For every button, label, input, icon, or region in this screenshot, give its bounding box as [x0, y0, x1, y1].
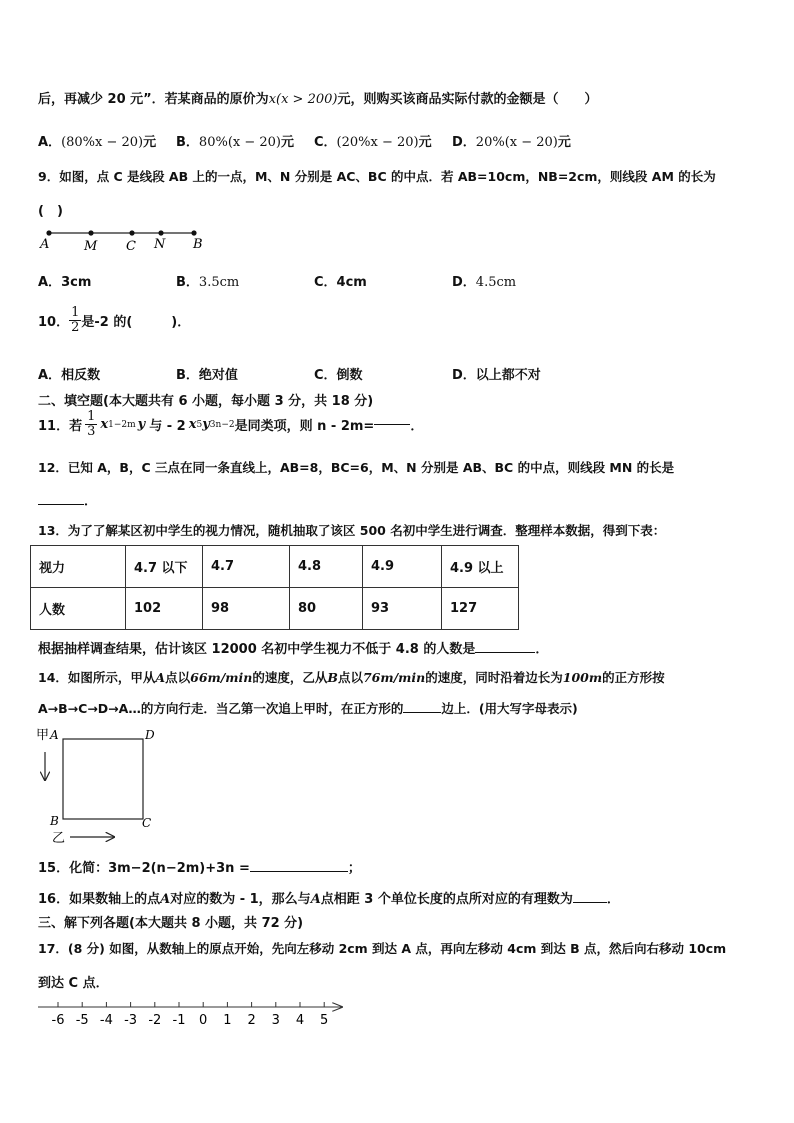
corner-label-a: A [50, 728, 59, 742]
q14-text: 点以 [165, 670, 191, 685]
q8-option-a[interactable] [38, 131, 156, 150]
corner-label-d: D [145, 728, 155, 742]
option-label: D． [452, 275, 476, 290]
option-label: C． [314, 275, 337, 290]
q14-square-figure [34, 724, 164, 846]
option-value: 4cm [336, 275, 367, 290]
point-b-dot [191, 230, 196, 235]
label-jia: 甲 [36, 728, 50, 743]
q14-point-b: B [327, 670, 338, 685]
q16-text: 16．如果数轴上的点 [38, 892, 161, 907]
q11-term2-yexp: 3n−2 [209, 419, 235, 430]
point-n-dot [158, 230, 163, 235]
q10-option-b[interactable] [176, 364, 238, 383]
q11-term2-exp: 5 [196, 419, 203, 430]
q9-stem: 9．如图，点 C 是线段 AB 上的一点，M、N 分别是 AC、BC 的中点．若 AB=10cm，NB=2cm，则线段 AM 的长为 [38, 169, 716, 184]
q9-segment-figure [36, 226, 216, 254]
point-label-m: M [84, 239, 98, 254]
table-cell: 4.7 [203, 546, 290, 588]
number-line-tick-label: 5 [320, 1013, 329, 1028]
q14-answer-blank[interactable] [403, 712, 441, 713]
table-row [31, 588, 519, 630]
option-value: 4.5cm [475, 275, 517, 290]
q13-end: ． [535, 642, 549, 657]
option-math: (20%x − 20) [336, 135, 419, 150]
option-label: C． [314, 135, 337, 150]
q16-text: 对应的数为 - 1，那么与 [170, 892, 311, 907]
q11-fraction [85, 410, 97, 439]
q8-stem-tail [38, 88, 597, 107]
q16-end: ． [606, 892, 620, 907]
q14-text: 的速度，同时沿着边长为 [425, 670, 563, 685]
q11-end: ． [410, 419, 424, 434]
q14-text: 14．如图所示，甲从 [38, 670, 156, 685]
q13-stem: 13．为了了解某区初中学生的视力情况，随机抽取了该区 500 名初中学生进行调查．整理样本数据，得到下表： [38, 523, 666, 538]
table-cell: 人数 [31, 588, 126, 630]
q12-answer-blank[interactable] [38, 504, 84, 505]
number-line-tick-label: 3 [271, 1013, 280, 1028]
option-math: (80%x − 20) [61, 135, 144, 150]
q13-answer-blank[interactable] [475, 652, 535, 653]
option-unit: 元 [557, 135, 571, 150]
q11-term2-y: y [202, 417, 210, 432]
point-c-dot [129, 230, 134, 235]
q11-term2-base: x [188, 417, 197, 432]
option-label: B． [176, 275, 199, 290]
option-unit: 元 [143, 135, 157, 150]
q16-text: 点相距 3 个单位长度的点所对应的有理数为 [320, 892, 573, 907]
q9-option-a[interactable] [38, 271, 91, 290]
fraction-numerator: 1 [87, 409, 96, 424]
option-label: A． [38, 275, 62, 290]
option-label: C． [314, 368, 337, 383]
q14-text: 边上．(用大写字母表示) [441, 701, 578, 716]
q10-option-d[interactable] [452, 364, 541, 383]
q9-paren: ( ) [38, 204, 63, 219]
q17-stem-line1: 17．(8 分) 如图，从数轴上的原点开始，先向左移动 2cm 到达 A 点，再向左移动 4cm 到达 B 点，然后向右移动 10cm [38, 941, 727, 956]
option-value: 3.5cm [198, 275, 240, 290]
q14-side-length: 100m [562, 670, 603, 685]
q14-text: 的正方形按 [602, 670, 665, 685]
table-cell: 102 [126, 588, 203, 630]
q14-stem-line2 [38, 699, 578, 717]
point-m-dot [88, 230, 93, 235]
number-line-tick-label: 4 [295, 1013, 305, 1028]
q8-option-d[interactable] [452, 131, 571, 150]
number-line-tick-label: 1 [223, 1013, 232, 1028]
number-line-ticks [52, 1002, 329, 1028]
corner-label-b: B [50, 814, 59, 828]
section-2-heading: 二、填空题(本大题共有 6 小题，每小题 3 分，共 18 分) [38, 394, 374, 409]
q9-option-b[interactable] [176, 271, 239, 290]
q10-option-a[interactable] [38, 364, 100, 383]
q14-speed-2: 76m/min [362, 670, 426, 685]
number-line-tick-label: -1 [172, 1013, 186, 1028]
point-label-n: N [154, 237, 166, 252]
table-cell: 98 [203, 588, 290, 630]
number-line-tick-label: 0 [199, 1013, 208, 1028]
fraction-denominator: 3 [87, 424, 96, 439]
option-value: 以上都不对 [475, 368, 541, 383]
point-label-b: B [193, 237, 203, 252]
option-label: B． [176, 135, 199, 150]
table-cell: 4.8 [290, 546, 363, 588]
number-line-tick-label: 2 [247, 1013, 256, 1028]
point-label-a: A [40, 237, 50, 252]
option-value: 相反数 [61, 368, 101, 383]
q11-stem [38, 410, 423, 439]
label-yi: 乙 [52, 831, 66, 846]
table-cell: 4.9 [363, 546, 442, 588]
q9-option-d[interactable] [452, 271, 516, 290]
option-label: B． [176, 368, 199, 383]
q10-fraction [69, 306, 81, 335]
table-cell: 4.7 以下 [126, 546, 203, 588]
number-line-tick-label: -3 [124, 1013, 138, 1028]
q11-mid: 与 - 2 [149, 419, 186, 434]
q11-term1-base: x [100, 417, 109, 432]
fraction-numerator: 1 [71, 305, 80, 320]
q14-text: 的速度，乙从 [252, 670, 328, 685]
q11-term1-exp: 1−2m [108, 419, 136, 430]
q13-question-text: 根据抽样调查结果，估计该区 12000 名初中学生视力不低于 4.8 的人数是 [38, 642, 476, 657]
q11-term1-y: y [137, 417, 146, 432]
q16-stem [38, 888, 620, 907]
q12-answer-line [38, 490, 97, 509]
option-value: 倒数 [336, 368, 363, 383]
square [63, 739, 143, 819]
option-label: D． [452, 135, 476, 150]
q14-stem-line1 [38, 668, 665, 686]
option-label: A． [38, 135, 62, 150]
option-label: D． [452, 368, 476, 383]
q8-option-c[interactable] [314, 131, 432, 150]
q11-pre: 11．若 [38, 419, 83, 434]
q12-end: ． [84, 494, 98, 509]
q12-stem: 12．已知 A，B，C 三点在同一条直线上，AB=8，BC=6，M、N 分别是 AB、BC 的中点，则线段 MN 的长是 [38, 460, 675, 475]
q8-stem-post: 元，则购买该商品实际付款的金额是（ ） [337, 92, 598, 107]
q9-option-c[interactable] [314, 271, 367, 290]
q13-table [30, 545, 519, 630]
q15-stem [38, 857, 361, 876]
q16-answer-blank[interactable] [573, 902, 607, 903]
q11-answer-blank[interactable] [374, 424, 410, 425]
q8-option-b[interactable] [176, 131, 294, 150]
q14-text: 点以 [337, 670, 363, 685]
q13-question [38, 638, 548, 657]
table-cell: 93 [363, 588, 442, 630]
q15-answer-blank[interactable] [250, 871, 348, 872]
option-value: 绝对值 [198, 368, 238, 383]
q15-text: 15．化简：3m−2(n−2m)+3n = [38, 861, 250, 876]
section-3-heading: 三、解下列各题(本大题共 8 小题，共 72 分) [38, 916, 304, 931]
q16-point-a: A [160, 892, 171, 907]
option-label: A． [38, 368, 62, 383]
q17-number-line [36, 998, 356, 1032]
fraction-denominator: 2 [71, 320, 80, 335]
q14-text: A→B→C→D→A…的方向行走．当乙第一次追上甲时，在正方形的 [38, 701, 404, 716]
option-math: 80%(x − 20) [198, 135, 281, 150]
number-line-tick-label: -2 [148, 1013, 162, 1028]
q8-math: x(x > 200) [268, 92, 338, 107]
option-math: 20%(x − 20) [475, 135, 558, 150]
table-cell: 127 [442, 588, 519, 630]
q14-point-a: A [155, 670, 166, 685]
point-a-dot [46, 230, 51, 235]
number-line-tick-label: -4 [99, 1013, 113, 1028]
table-cell: 4.9 以上 [442, 546, 519, 588]
q17-stem-line2: 到达 C 点． [38, 976, 109, 991]
q8-stem-pre: 后，再减少 20 元”．若某商品的原价为 [38, 92, 269, 107]
q14-speed-1: 66m/min [190, 670, 253, 685]
corner-label-c: C [142, 816, 152, 830]
q11-post: 是同类项，则 n - 2m= [234, 419, 375, 434]
q10-option-c[interactable] [314, 364, 363, 383]
table-cell: 视力 [31, 546, 126, 588]
q10-number: 10． [38, 315, 70, 330]
number-line-tick-label: -5 [75, 1013, 89, 1028]
q16-point-a: A [310, 892, 321, 907]
option-unit: 元 [281, 135, 295, 150]
option-value: 3cm [61, 275, 92, 290]
q15-end: ； [347, 861, 361, 876]
point-label-c: C [126, 239, 136, 254]
table-row [31, 546, 519, 588]
number-line-tick-label: -6 [51, 1013, 65, 1028]
option-unit: 元 [418, 135, 432, 150]
table-cell: 80 [290, 588, 363, 630]
q10-text: 是-2 的( )． [81, 315, 191, 330]
q10-stem [38, 306, 190, 335]
